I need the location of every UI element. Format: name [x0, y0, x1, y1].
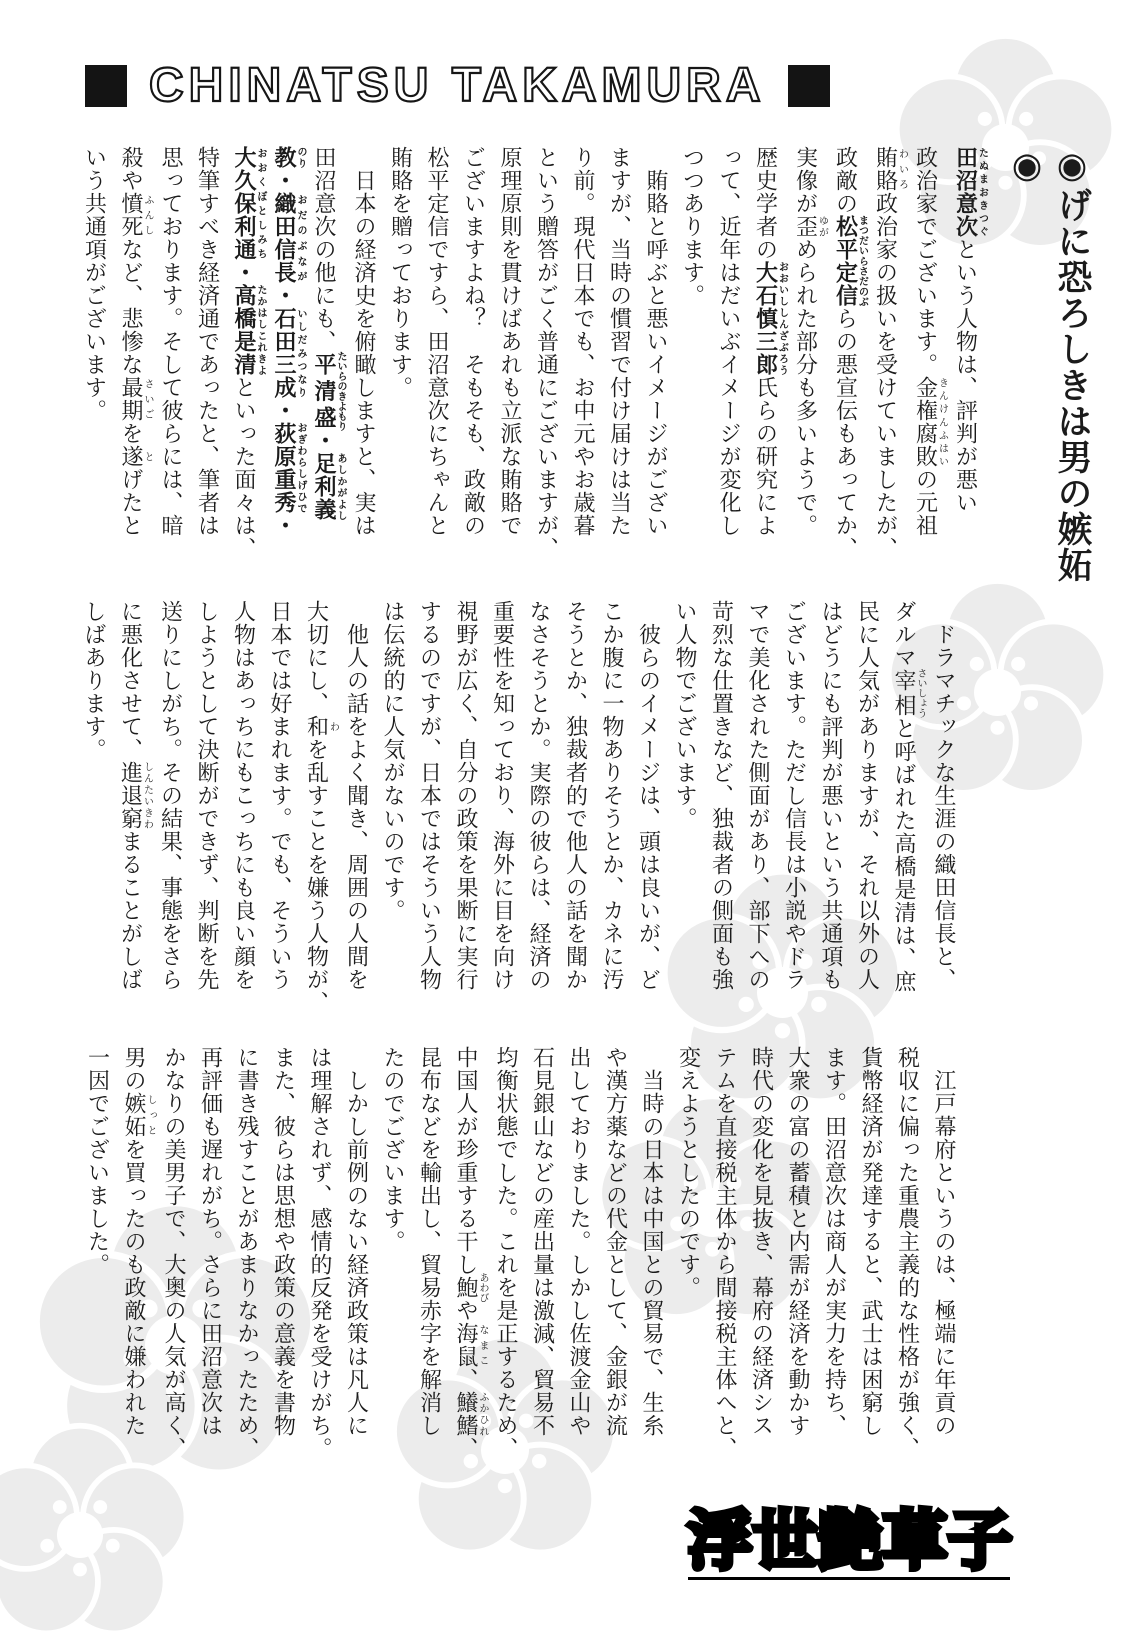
text-column: 男の嫉妬しっとを買ったのも政敵に嫌われた — [122, 1046, 156, 1437]
text-column: 大衆の富の蓄積と内需が経済を動かす — [786, 1046, 811, 1437]
text-column: 賄賂わいろ政治家の扱いを受けていましたが、 — [873, 146, 908, 560]
essay-section-bottom — [79, 1046, 962, 1514]
text-column: って、近年はだいぶイメージが変化し — [717, 146, 742, 537]
text-column: マで美化された側面があり、部下への — [746, 600, 771, 991]
author-name: CHINATSU TAKAMURA — [149, 59, 766, 112]
text-column: ます。田沼意次は商人が実力を持ち、 — [822, 1046, 848, 1437]
text-column: 実像が歪ゆがめられた部分も多いようで。 — [793, 146, 828, 537]
text-column: 大切にし、和わを乱すことを嫌う人物が、 — [304, 600, 339, 1014]
essay-section-top — [76, 146, 987, 618]
text-column: また、彼らは思想や政策の意義を書物 — [271, 1046, 297, 1437]
text-column: テムを直接税主体から間接税主体へと、 — [713, 1046, 738, 1460]
text-column: 思っております。そして彼らには、暗 — [159, 146, 184, 537]
text-column: いう共通項がございます。 — [82, 146, 108, 422]
text-column: はどうにも評判が悪いという共通項も — [819, 600, 844, 991]
text-column: 税収に偏った重農主義的な性格が強く、 — [895, 1046, 921, 1460]
text-column: 松平定信ですら、田沼意次にちゃんと — [425, 146, 450, 537]
text-column: り前。現代日本でも、お中元やお歳暮 — [571, 146, 596, 537]
text-column: 日本では好まれます。でも、そういう — [268, 600, 293, 991]
text-column: 均衡状態でした。これを是正するため、 — [494, 1046, 519, 1460]
text-column: 送りにしがち。その結果、事態をさら — [158, 600, 184, 991]
text-column: に書き残すことがあまりなかったため、 — [235, 1046, 260, 1460]
text-column: ドラマチックな生涯の織田信長と、 — [932, 600, 957, 991]
text-column: つつあります。 — [680, 146, 706, 307]
text-column: こか腹に一物ありそうとか、カネに汚 — [600, 600, 625, 991]
text-column: ますが、当時の慣習で付け届けは当た — [607, 146, 633, 537]
text-column: 苛烈な仕置きなど、独裁者の側面も強 — [709, 600, 735, 991]
text-column: という贈答がごく普通にございますが、 — [534, 146, 560, 560]
text-column: たのでございます。 — [381, 1046, 406, 1253]
text-column: しばあります。 — [82, 600, 107, 761]
text-column: 昆布などを輸出し、貿易赤字を解消し — [417, 1046, 443, 1437]
text-column: い人物でございます。 — [673, 600, 698, 830]
text-column: 教のり・織田信長おだのぶなが・石田三成いしだみつなり・荻原重秀おぎわらしげひで・ — [272, 146, 306, 537]
essay-section-middle — [76, 600, 963, 1068]
text-column: 歴史学者の大石慎三郎おおいししんざぶろう氏らの研究によ — [753, 146, 788, 537]
text-column: かなりの美男子で、大奥の人気が高く、 — [162, 1046, 187, 1460]
text-column: 再評価も遅れがち。さらに田沼意次は — [198, 1046, 224, 1437]
author-header — [85, 58, 830, 113]
text-column: 特筆すべき経済通であったと、筆者は — [195, 146, 221, 537]
text-column: するのですが、日本ではそういう人物 — [417, 600, 443, 991]
text-column: 田沼意次の他にも、平清盛たいらのきよもり・足利義あしかがよし — [312, 146, 346, 522]
text-column: は伝統的に人気がないのです。 — [381, 600, 406, 922]
text-column: 視野が広く、自分の政策を果断に実行 — [454, 600, 479, 991]
text-column: しようとして決断ができず、判断を先 — [195, 600, 220, 991]
text-column: 江戸幕府というのは、極端に年貢の — [932, 1046, 957, 1437]
text-column: 他人の話をよく聞き、周囲の人間を — [344, 600, 370, 991]
text-column: 田沼意次たぬまおきつぐという人物は、評判が悪い — [953, 146, 988, 514]
text-column: 政敵の松平定信まつだいらさだのぶらの悪宣伝もあってか、 — [833, 146, 868, 560]
article-title: ◉げに恐ろしきは男の嫉妬◉ — [1008, 146, 1092, 583]
text-column: ダルマ宰相さいしょうと呼ばれた高橋是清は、庶 — [892, 600, 926, 993]
text-column: 賄賂を贈っております。 — [388, 146, 414, 399]
text-column: 人物はあっちにもこっちにも良い顔を — [231, 600, 257, 991]
header-square-right-icon — [788, 65, 830, 107]
text-column: ございますよね？ そもそも、政敵の — [461, 146, 487, 537]
series-logo: 浮世艶草子 — [688, 1506, 1013, 1577]
text-column: ございます。ただし信長は小説やドラ — [782, 600, 808, 991]
logo-underline — [688, 1577, 1010, 1580]
text-column: 一因でございました。 — [85, 1046, 111, 1276]
text-column: 石見銀山などの産出量は激減、貿易不 — [530, 1046, 556, 1437]
text-column: 出しておりました。しかし佐渡金山や — [567, 1046, 592, 1437]
text-column: 原理原則を貫けばあれも立派な賄賂で — [498, 146, 523, 537]
text-column: に悪化させて、進退窮しんたいきわまることがしば — [118, 600, 153, 991]
text-column: そうとか、独裁者的で他人の話を聞か — [563, 600, 589, 991]
text-column: や漢方薬などの代金として、金銀が流 — [603, 1046, 629, 1437]
text-column: 政治家でございます。金権腐敗きんけんふはいの元祖 — [913, 146, 948, 537]
text-column: 賄賂と呼ぶと悪いイメージがござい — [644, 146, 669, 537]
header-square-left-icon — [85, 65, 127, 107]
text-column: なさそうとか。実際の彼らは、経済の — [527, 600, 552, 991]
text-column: 大久保利通おおくぼとしみち・高橋是清たかはしこれきよといった面々は、 — [232, 146, 266, 560]
text-column: 当時の日本は中国との貿易で、生糸 — [640, 1046, 665, 1437]
text-column: 時代の変化を見抜き、幕府の経済シス — [749, 1046, 775, 1437]
text-column: 彼らのイメージは、頭は良いが、ど — [636, 600, 662, 991]
text-column: 貨幣経済が発達すると、武士は困窮し — [859, 1046, 884, 1437]
text-column: 殺や憤死ふんしなど、悲惨な最期さいごを遂とげたと — [119, 146, 153, 537]
text-column: 重要性を知っており、海外に目を向け — [490, 600, 516, 991]
text-column: 変えようとしたのです。 — [676, 1046, 702, 1299]
text-column: 民に人気がありますが、それ以外の人 — [855, 600, 881, 991]
text-column: は理解されず、感情的反発を受けがち。 — [308, 1046, 333, 1460]
text-column: しかし前例のない経済政策は凡人に — [344, 1046, 370, 1437]
text-column: 日本の経済史を俯瞰しますと、実は — [352, 146, 377, 537]
text-column: 中国人が珍重する干し鮑あわびや海鼠なまこ、鱶鰭ふかひれ、 — [454, 1046, 488, 1460]
